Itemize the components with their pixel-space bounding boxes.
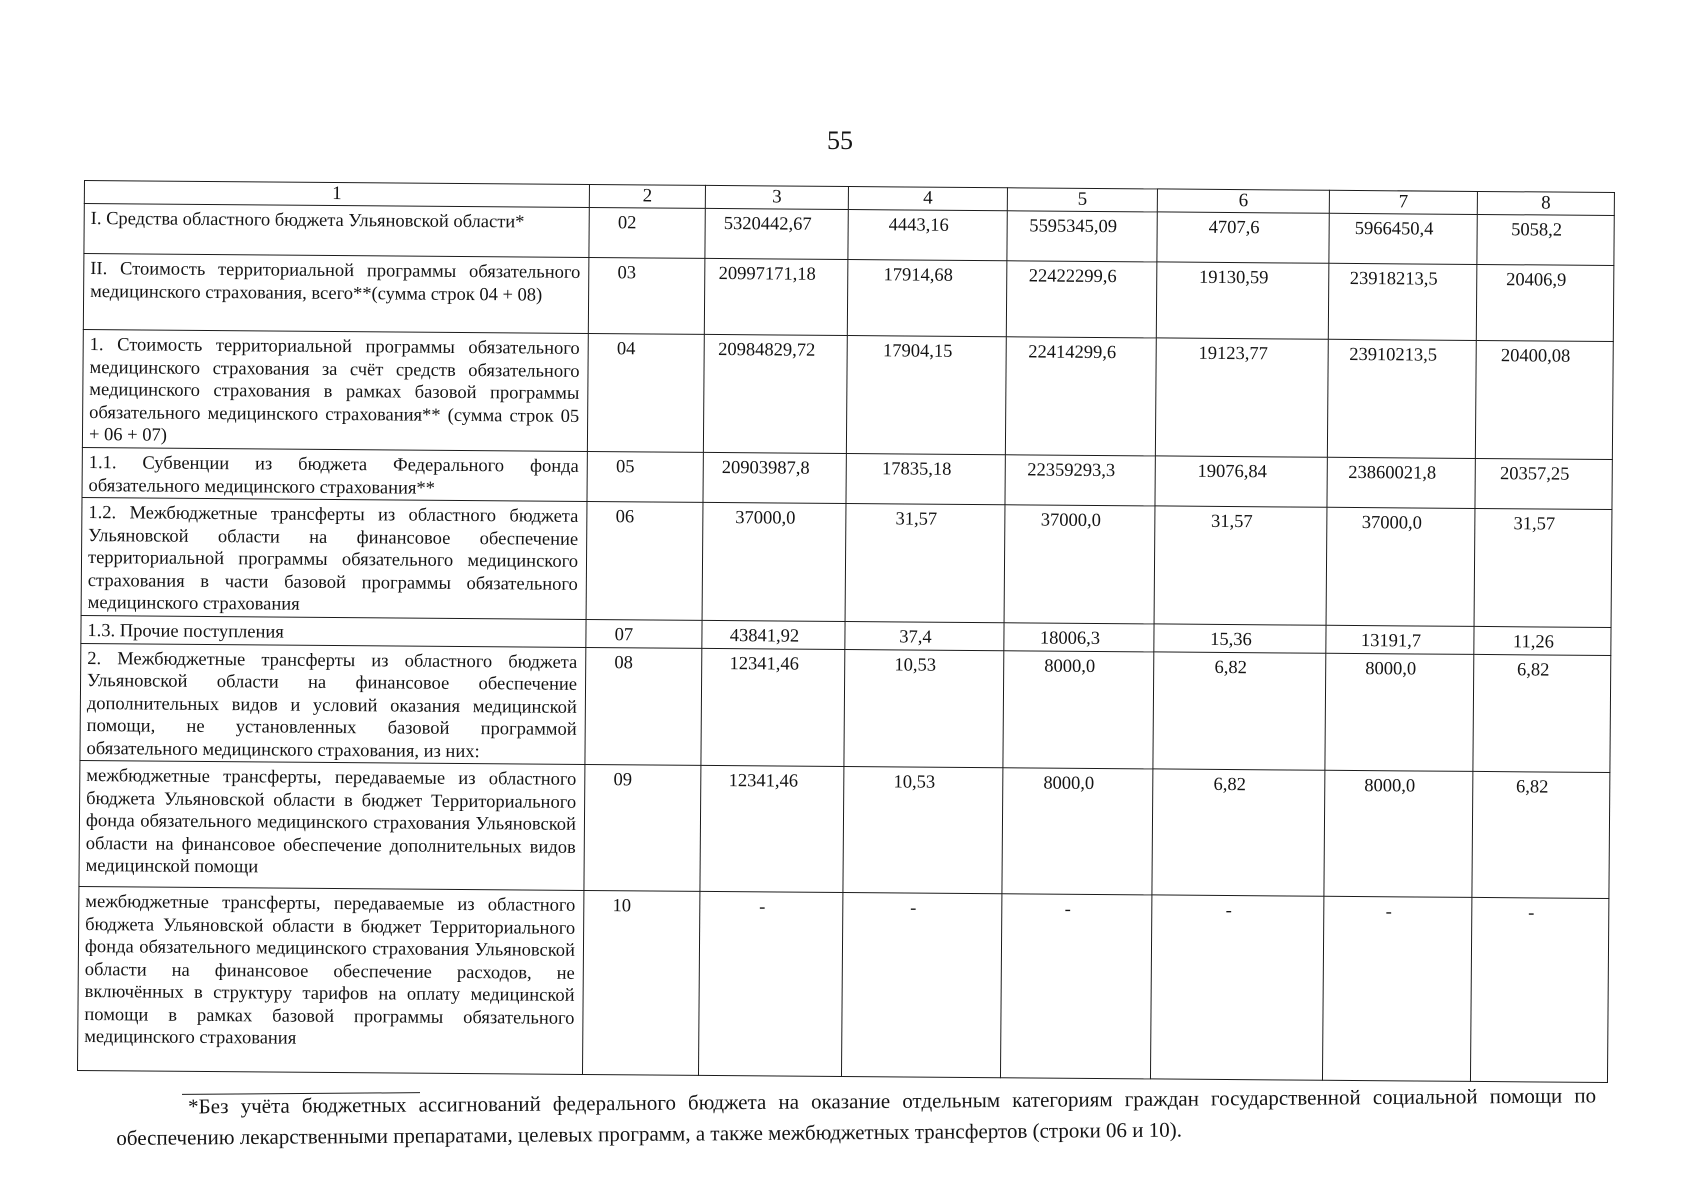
- cell-value: 37000,0: [702, 502, 846, 621]
- cell-value: 22422299,6: [1006, 261, 1157, 338]
- cell-value: -: [1150, 895, 1323, 1080]
- cell-value: 37000,0: [1326, 507, 1475, 626]
- row-label: 1. Стоимость территориальной программы обязательного медицинского страхования за счёт средств обязательного медицинского страхования в рамках базовой программы обязательного медицинского страхования** (сумма строк 05 + 06 + 07): [82, 329, 588, 451]
- cell-value: 4707,6: [1157, 212, 1329, 263]
- cell-value: 12341,46: [700, 765, 844, 892]
- row-code: 07: [586, 619, 702, 648]
- cell-value: -: [1470, 897, 1608, 1082]
- table-row: [81, 497, 1612, 627]
- cell-value: 20984829,72: [703, 334, 847, 453]
- row-label: 2. Межбюджетные трансферты из областного бюджета Ульяновской области на финансовое обеспечение дополнительных видов и условий оказания медицинской помощи, не установленных базовой программой обязательного медицинского страхования, из них:: [80, 643, 586, 764]
- cell-value: 6,82: [1472, 771, 1610, 898]
- row-code: 05: [587, 451, 703, 502]
- column-header: 7: [1329, 190, 1477, 214]
- cell-value: 20997171,18: [704, 258, 848, 335]
- cell-value: 20406,9: [1476, 264, 1614, 341]
- cell-value: 6,82: [1153, 651, 1326, 770]
- row-code: 06: [586, 501, 703, 619]
- row-code: 04: [587, 333, 704, 452]
- cell-value: 6,82: [1152, 769, 1325, 896]
- cell-value: 31,57: [1474, 508, 1612, 627]
- cell-value: 11,26: [1474, 626, 1611, 655]
- cell-value: -: [698, 891, 842, 1076]
- cell-value: 23860021,8: [1327, 457, 1475, 508]
- cell-value: 6,82: [1473, 654, 1611, 773]
- row-label: межбюджетные трансферты, передаваемые из областного бюджета Ульяновской области в бюджет Территориального фонда обязательного медицинского страхования Ульяновской области на финансовое обеспечение дополнительных видов медицинской помощи: [79, 760, 585, 890]
- cell-value: 5595345,09: [1007, 211, 1157, 262]
- row-code: 10: [582, 890, 699, 1075]
- cell-value: 4443,16: [848, 210, 1007, 261]
- cell-value: 22359293,3: [1005, 455, 1155, 506]
- cell-value: 43841,92: [702, 620, 845, 649]
- row-code: 02: [589, 207, 705, 258]
- cell-value: 18006,3: [1004, 622, 1154, 651]
- row-label: II. Стоимость территориальной программы обязательного медицинского страхования, всего**(сумма строк 04 + 08): [83, 254, 589, 334]
- cell-value: 15,36: [1154, 623, 1326, 652]
- cell-value: 20357,25: [1475, 458, 1612, 509]
- cell-value: 37000,0: [1004, 505, 1155, 624]
- cell-value: 10,53: [843, 766, 1003, 893]
- cell-value: 17904,15: [846, 335, 1006, 454]
- cell-value: -: [1000, 894, 1151, 1079]
- cell-value: 22414299,6: [1005, 337, 1156, 456]
- column-header: 2: [589, 184, 705, 208]
- cell-value: 13191,7: [1326, 625, 1474, 654]
- column-header: 5: [1007, 188, 1157, 212]
- table-row: [80, 643, 1611, 773]
- table-row: [79, 760, 1610, 898]
- footnote: *Без учёта бюджетных ассигнований федерального бюджета на оказание отдельным категориям граждан государственной социальной помощи по обеспечению лекарственными препаратами, целевых программ, а также межбюджетных трансфертов (строки 06 и 10).: [116, 1083, 1597, 1150]
- cell-value: -: [841, 892, 1001, 1077]
- page-number: 55: [827, 126, 853, 155]
- cell-value: 5058,2: [1477, 214, 1614, 265]
- cell-value: 19076,84: [1155, 456, 1327, 507]
- table-row: [78, 886, 1609, 1082]
- cell-value: 20903987,8: [703, 452, 846, 503]
- row-code: 08: [585, 647, 702, 765]
- row-code: 03: [588, 257, 705, 334]
- column-header: 1: [84, 181, 589, 208]
- cell-value: 19130,59: [1156, 262, 1329, 339]
- row-label: межбюджетные трансферты, передаваемые из областного бюджета Ульяновской области в бюджет Территориального фонда обязательного медицинского страхования Ульяновской области на финансовое обеспечение расходов, не включённых в структуру тарифов на оплату медицинской помощи в рамках базовой программы обязательного медицинского страхования: [78, 886, 584, 1074]
- cell-value: -: [1322, 896, 1471, 1081]
- table-row: [82, 329, 1613, 459]
- cell-value: 23910213,5: [1327, 339, 1476, 458]
- cell-value: 31,57: [1154, 506, 1327, 625]
- row-label: 1.1. Субвенции из бюджета Федерального фонда обязательного медицинского страхования**: [82, 447, 587, 501]
- column-header: 6: [1157, 189, 1329, 213]
- cell-value: 17914,68: [847, 260, 1007, 337]
- cell-value: 19123,77: [1155, 338, 1328, 457]
- cell-value: 20400,08: [1475, 340, 1613, 459]
- row-label: I. Средства областного бюджета Ульяновской области*: [84, 204, 589, 258]
- cell-value: 8000,0: [1325, 653, 1474, 772]
- row-label: 1.2. Межбюджетные трансферты из областного бюджета Ульяновской области на финансовое обеспечение территориальной программы обязательного медицинского страхования в части базовой программы обязательного медицинского страхования: [81, 497, 587, 618]
- budget-table: [77, 180, 1615, 1083]
- cell-value: 8000,0: [1002, 768, 1153, 895]
- cell-value: 37,4: [845, 621, 1004, 650]
- cell-value: 5966450,4: [1329, 213, 1477, 264]
- row-code: 09: [584, 764, 701, 891]
- table-row: [83, 254, 1614, 342]
- cell-value: 8000,0: [1003, 650, 1154, 769]
- cell-value: 8000,0: [1324, 770, 1473, 897]
- column-header: 3: [705, 185, 848, 209]
- cell-value: 23918213,5: [1328, 263, 1477, 340]
- column-header: 8: [1477, 191, 1614, 215]
- cell-value: 10,53: [844, 649, 1004, 768]
- row-label: 1.3. Прочие поступления: [81, 615, 586, 647]
- cell-value: 5320442,67: [705, 208, 848, 259]
- cell-value: 31,57: [845, 503, 1005, 622]
- cell-value: 17835,18: [846, 453, 1005, 504]
- column-header: 4: [848, 187, 1007, 211]
- cell-value: 12341,46: [701, 648, 845, 767]
